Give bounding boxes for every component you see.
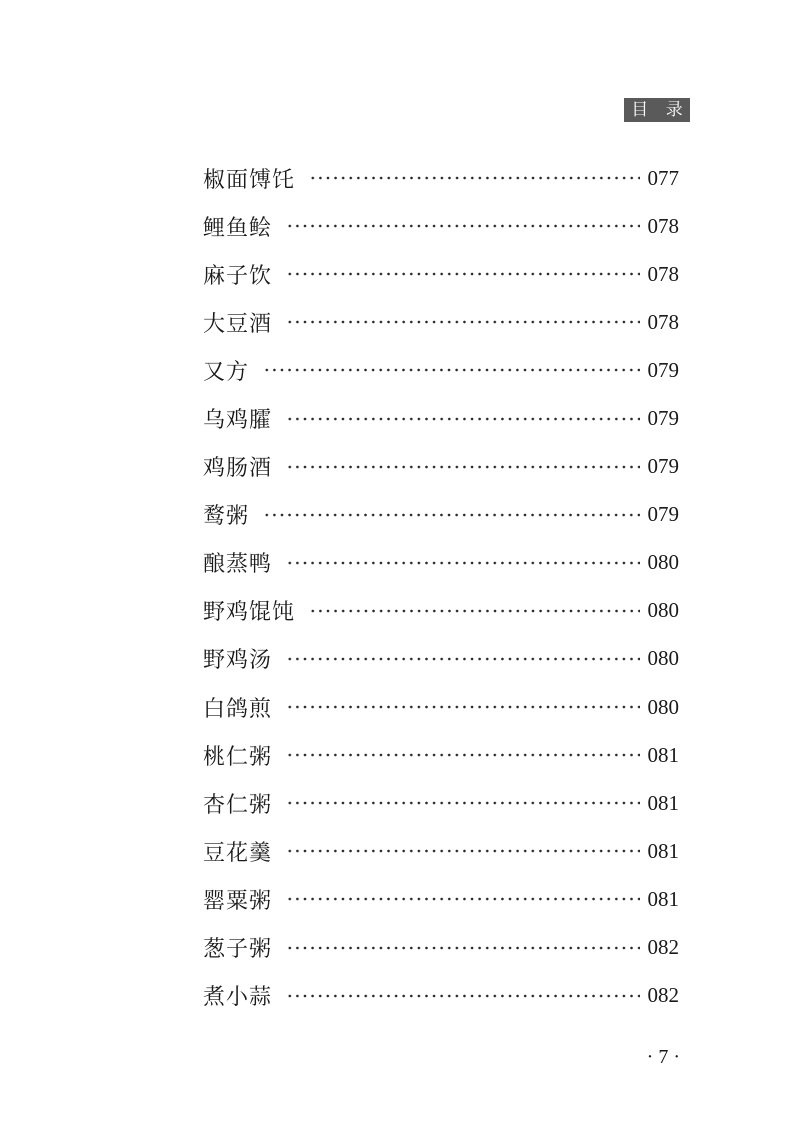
toc-entry-page: 080 bbox=[647, 598, 679, 623]
dot-leader bbox=[286, 648, 639, 670]
toc-entry-page: 078 bbox=[647, 261, 679, 286]
toc-entry-page: 082 bbox=[647, 935, 679, 960]
dot-leader bbox=[309, 600, 639, 622]
dot-leader bbox=[286, 840, 639, 862]
toc-entry-title: 鹜粥 bbox=[203, 504, 250, 530]
section-header-tag: 目 录 bbox=[624, 98, 690, 122]
toc-entry-title: 野鸡汤 bbox=[203, 648, 273, 674]
toc-entry-title: 麻子饮 bbox=[203, 263, 273, 289]
dot-leader bbox=[286, 263, 639, 285]
dot-leader bbox=[286, 744, 639, 766]
toc-entry-page: 078 bbox=[647, 213, 679, 238]
dot-leader bbox=[309, 167, 639, 189]
dot-leader bbox=[263, 504, 639, 526]
toc-entry-page: 081 bbox=[647, 886, 679, 911]
toc-entry-title: 大豆酒 bbox=[203, 311, 273, 337]
toc-entry[interactable] bbox=[203, 587, 679, 635]
toc-entry-page: 081 bbox=[647, 790, 679, 815]
toc-entry-page: 079 bbox=[647, 406, 679, 431]
dot-leader bbox=[286, 985, 639, 1007]
dot-leader bbox=[286, 696, 639, 718]
dot-leader bbox=[286, 311, 639, 333]
toc-entry-title: 椒面馎饦 bbox=[203, 167, 296, 193]
toc-entry-page: 080 bbox=[647, 694, 679, 719]
dot-leader bbox=[286, 792, 639, 814]
toc-entry[interactable] bbox=[203, 202, 679, 250]
toc-entry-page: 082 bbox=[647, 983, 679, 1008]
dot-leader bbox=[286, 888, 639, 910]
toc-entry[interactable] bbox=[203, 539, 679, 587]
toc-entry[interactable] bbox=[203, 827, 679, 875]
toc-entry-title: 豆花羹 bbox=[203, 840, 273, 866]
toc-entry[interactable] bbox=[203, 972, 679, 1020]
toc-entry[interactable] bbox=[203, 875, 679, 923]
toc-entry-title: 野鸡馄饨 bbox=[203, 600, 296, 626]
toc-entry-page: 078 bbox=[647, 309, 679, 334]
toc-entry-title: 杏仁粥 bbox=[203, 792, 273, 818]
toc-entry[interactable] bbox=[203, 346, 679, 394]
toc-entry-page: 081 bbox=[647, 838, 679, 863]
toc-entry[interactable] bbox=[203, 298, 679, 346]
toc-entry-title: 白鸽煎 bbox=[203, 696, 273, 722]
toc-entry[interactable] bbox=[203, 250, 679, 298]
toc-entry[interactable] bbox=[203, 731, 679, 779]
toc-entry-page: 077 bbox=[647, 165, 679, 190]
dot-leader bbox=[286, 937, 639, 959]
toc-entry-title: 酿蒸鸭 bbox=[203, 552, 273, 578]
toc-entry-page: 081 bbox=[647, 742, 679, 767]
toc-entry[interactable] bbox=[203, 924, 679, 972]
toc-entry-page: 080 bbox=[647, 646, 679, 671]
dot-leader bbox=[286, 552, 639, 574]
toc-entry-title: 葱子粥 bbox=[203, 937, 273, 963]
dot-leader bbox=[263, 359, 639, 381]
toc-entry-title: 罂粟粥 bbox=[203, 888, 273, 914]
toc-entry-page: 079 bbox=[647, 357, 679, 382]
dot-leader bbox=[286, 456, 639, 478]
toc-entry-title: 鸡肠酒 bbox=[203, 456, 273, 482]
toc-entry-page: 079 bbox=[647, 502, 679, 527]
dot-leader bbox=[286, 408, 639, 430]
page-number: · 7 · bbox=[646, 1046, 680, 1068]
dot-leader bbox=[286, 215, 639, 237]
toc-entry[interactable] bbox=[203, 683, 679, 731]
toc-entry-page: 080 bbox=[647, 550, 679, 575]
toc-entry[interactable] bbox=[203, 635, 679, 683]
toc-entry[interactable] bbox=[203, 779, 679, 827]
toc-entry[interactable] bbox=[203, 154, 679, 202]
toc-entry[interactable] bbox=[203, 491, 679, 539]
toc-entry-title: 桃仁粥 bbox=[203, 744, 273, 770]
toc-entry-title: 乌鸡臛 bbox=[203, 408, 273, 434]
toc-entry-title: 鲤鱼鲙 bbox=[203, 215, 273, 241]
toc-entry[interactable] bbox=[203, 443, 679, 491]
toc-entry-title: 煮小蒜 bbox=[203, 985, 273, 1011]
toc-entry[interactable] bbox=[203, 394, 679, 442]
table-of-contents bbox=[203, 154, 679, 1020]
toc-entry-page: 079 bbox=[647, 454, 679, 479]
toc-entry-title: 又方 bbox=[203, 359, 250, 385]
